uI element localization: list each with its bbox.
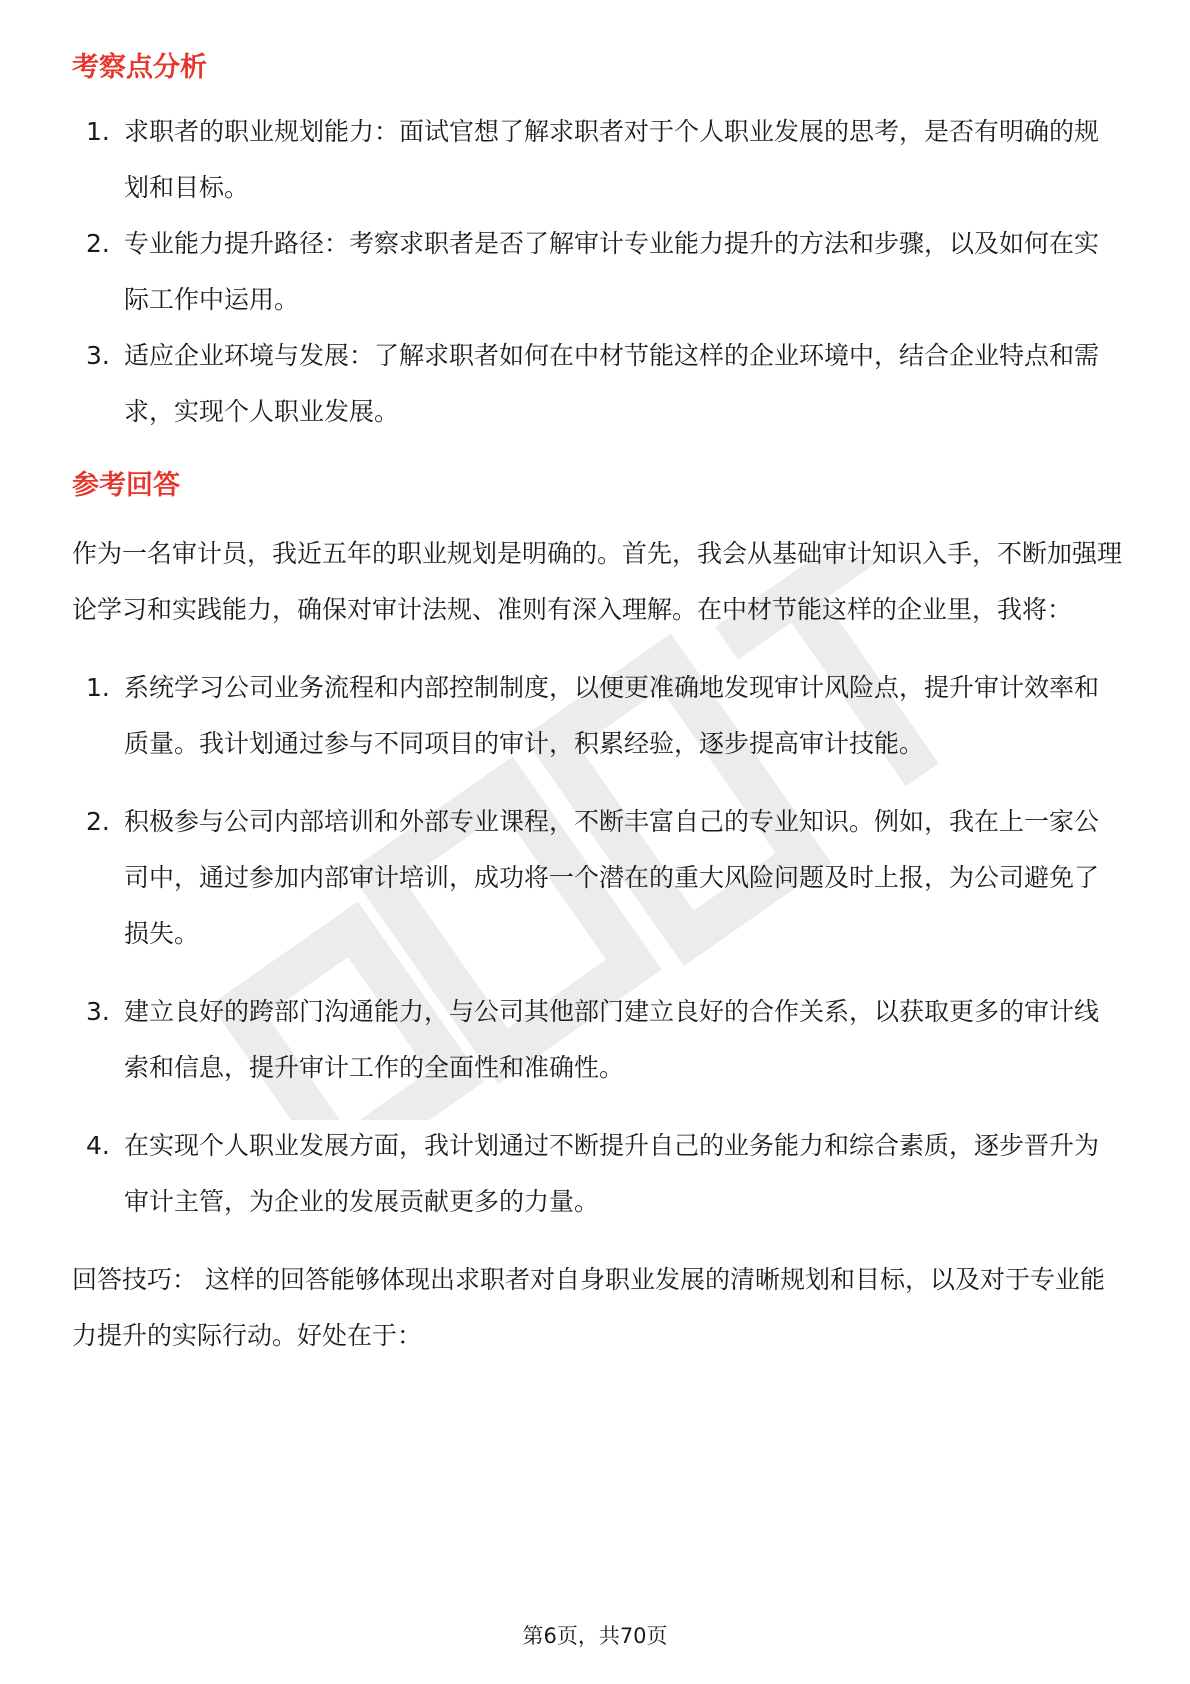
list-number: 3. bbox=[86, 341, 110, 370]
list-item bbox=[72, 660, 1122, 772]
list-item-text: 适应企业环境与发展：了解求职者如何在中材节能这样的企业环境中，结合企业特点和需求，实现个人职业发展。 bbox=[124, 341, 1100, 426]
list-number: 3. bbox=[86, 997, 110, 1026]
analysis-list bbox=[72, 104, 1122, 440]
list-number: 1. bbox=[86, 673, 110, 702]
list-item bbox=[72, 984, 1122, 1096]
document-content bbox=[72, 48, 1122, 1364]
list-number: 2. bbox=[86, 807, 110, 836]
list-item bbox=[72, 1118, 1122, 1230]
list-item-text: 系统学习公司业务流程和内部控制制度，以便更准确地发现审计风险点，提升审计效率和质量。我计划通过参与不同项目的审计，积累经验，逐步提高审计技能。 bbox=[124, 673, 1100, 758]
list-item-text: 在实现个人职业发展方面，我计划通过不断提升自己的业务能力和综合素质，逐步晋升为审计主管，为企业的发展贡献更多的力量。 bbox=[124, 1131, 1100, 1216]
list-item bbox=[72, 794, 1122, 962]
list-item-text: 建立良好的跨部门沟通能力，与公司其他部门建立良好的合作关系，以获取更多的审计线索和信息，提升审计工作的全面性和准确性。 bbox=[124, 997, 1100, 1082]
list-number: 1. bbox=[86, 117, 110, 146]
section-title-answer: 参考回答 bbox=[72, 470, 180, 501]
list-number: 4. bbox=[86, 1131, 110, 1160]
list-number: 2. bbox=[86, 229, 110, 258]
answer-intro: 作为一名审计员，我近五年的职业规划是明确的。首先，我会从基础审计知识入手，不断加强理论学习和实践能力，确保对审计法规、准则有深入理解。在中材节能这样的企业里，我将： bbox=[72, 539, 1123, 624]
list-item-text: 积极参与公司内部培训和外部专业课程，不断丰富自己的专业知识。例如，我在上一家公司中，通过参加内部审计培训，成功将一个潜在的重大风险问题及时上报，为公司避免了损失。 bbox=[124, 807, 1100, 948]
list-item-text: 求职者的职业规划能力：面试官想了解求职者对于个人职业发展的思考，是否有明确的规划和目标。 bbox=[124, 117, 1100, 202]
list-item bbox=[72, 328, 1122, 440]
page-number: 第6页，共70页 bbox=[522, 1624, 668, 1648]
list-item-text: 专业能力提升路径：考察求职者是否了解审计专业能力提升的方法和步骤，以及如何在实际工作中运用。 bbox=[124, 229, 1100, 314]
answer-tip: 回答技巧： 这样的回答能够体现出求职者对自身职业发展的清晰规划和目标，以及对于专业能力提升的实际行动。好处在于： bbox=[72, 1265, 1105, 1350]
list-item bbox=[72, 216, 1122, 328]
section-title-analysis: 考察点分析 bbox=[72, 52, 207, 83]
answer-list bbox=[72, 660, 1122, 1230]
list-item bbox=[72, 104, 1122, 216]
